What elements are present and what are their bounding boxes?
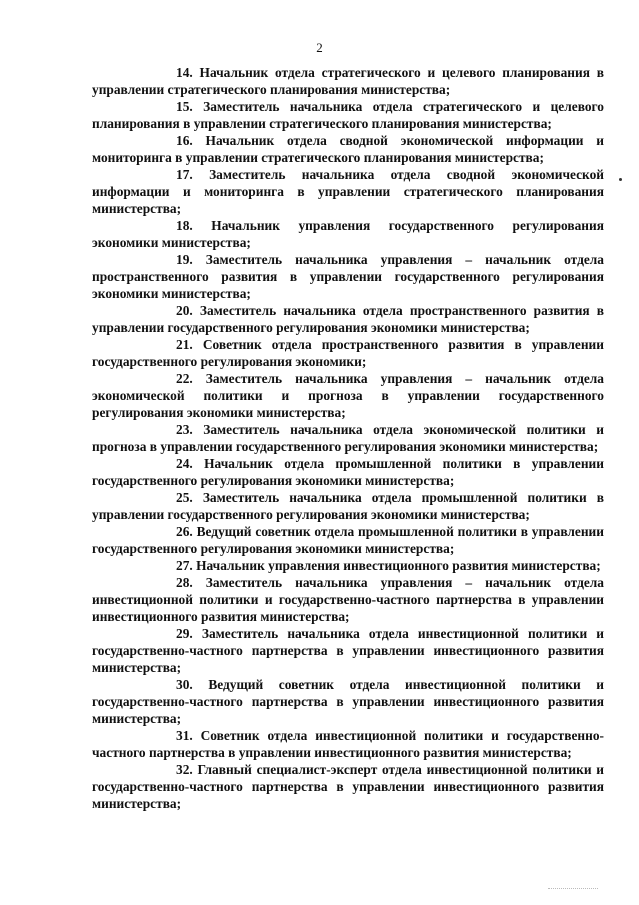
list-item bbox=[92, 302, 604, 336]
item-text: Начальник управления инвестиционного развития министерства; bbox=[196, 558, 601, 573]
item-number: 30. bbox=[176, 677, 193, 692]
list-item bbox=[92, 217, 604, 251]
item-number: 18. bbox=[176, 218, 193, 233]
list-item bbox=[92, 676, 604, 727]
item-number: 21. bbox=[176, 337, 193, 352]
list-item bbox=[92, 166, 604, 217]
list-item bbox=[92, 625, 604, 676]
document-body bbox=[92, 64, 604, 812]
page-number: 2 bbox=[316, 40, 323, 55]
item-number: 17. bbox=[176, 167, 193, 182]
item-text: Ведущий советник отдела промышленной политики в управлении государственного регулирования экономики министерства; bbox=[92, 524, 604, 556]
list-item bbox=[92, 455, 604, 489]
item-text: Ведущий советник отдела инвестиционной политики и государственно-частного партнерства в управлении инвестиционного развития министерства; bbox=[92, 677, 604, 726]
item-number: 28. bbox=[176, 575, 193, 590]
item-number: 24. bbox=[176, 456, 193, 471]
item-number: 19. bbox=[176, 252, 193, 267]
item-text: Заместитель начальника управления – начальник отдела пространственного развития в управлении государственного регулирования экономики министерства; bbox=[92, 252, 604, 301]
list-item bbox=[92, 64, 604, 98]
list-item bbox=[92, 98, 604, 132]
item-text: Заместитель начальника отдела пространственного развития в управлении государственного регулирования экономики министерства; bbox=[92, 303, 604, 335]
item-text: Заместитель начальника отдела промышленной политики в управлении государственного регулирования экономики министерства; bbox=[92, 490, 604, 522]
list-item bbox=[92, 251, 604, 302]
item-number: 31. bbox=[176, 728, 193, 743]
list-item bbox=[92, 370, 604, 421]
item-text: Заместитель начальника управления – начальник отдела инвестиционной политики и государственно-частного партнерства в управлении инвестиционного развития министерства; bbox=[92, 575, 604, 624]
item-text: Заместитель начальника отдела экономической политики и прогноза в управлении государственного регулирования экономики министерства; bbox=[92, 422, 604, 454]
item-number: 16. bbox=[176, 133, 193, 148]
list-item bbox=[92, 336, 604, 370]
item-text: Главный специалист-эксперт отдела инвестиционной политики и государственно-частного партнерства в управлении инвестиционного развития министерства; bbox=[92, 762, 604, 811]
item-text: Начальник отдела промышленной политики в управлении государственного регулирования экономики министерства; bbox=[92, 456, 604, 488]
item-text: Заместитель начальника отдела стратегического и целевого планирования в управлении стратегического планирования министерства; bbox=[92, 99, 604, 131]
item-text: Заместитель начальника управления – начальник отдела экономической политики и прогноза в управлении государственного регулирования экономики министерства; bbox=[92, 371, 604, 420]
item-number: 32. bbox=[176, 762, 193, 777]
item-number: 25. bbox=[176, 490, 193, 505]
item-number: 14. bbox=[176, 65, 193, 80]
item-number: 27. bbox=[176, 558, 193, 573]
item-text: Заместитель начальника отдела инвестиционной политики и государственно-частного партнерства в управлении инвестиционного развития министерства; bbox=[92, 626, 604, 675]
list-item bbox=[92, 489, 604, 523]
item-number: 23. bbox=[176, 422, 193, 437]
item-number: 15. bbox=[176, 99, 193, 114]
list-item bbox=[92, 574, 604, 625]
item-text: Начальник отдела сводной экономической информации и мониторинга в управлении стратегического планирования министерства; bbox=[92, 133, 604, 165]
scan-artifact bbox=[548, 888, 598, 891]
list-item bbox=[92, 557, 604, 574]
item-text: Начальник отдела стратегического и целевого планирования в управлении стратегического планирования министерства; bbox=[92, 65, 604, 97]
scan-mark bbox=[619, 178, 622, 181]
item-text: Советник отдела инвестиционной политики и государственно-частного партнерства в управлении инвестиционного развития министерства; bbox=[92, 728, 604, 760]
item-number: 22. bbox=[176, 371, 193, 386]
item-number: 26. bbox=[176, 524, 193, 539]
item-text: Начальник управления государственного регулирования экономики министерства; bbox=[92, 218, 604, 250]
item-number: 29. bbox=[176, 626, 193, 641]
list-item bbox=[92, 421, 604, 455]
item-text: Заместитель начальника отдела сводной экономической информации и мониторинга в управлении стратегического планирования министерства; bbox=[92, 167, 605, 216]
list-item bbox=[92, 132, 604, 166]
list-item bbox=[92, 727, 604, 761]
list-item bbox=[92, 523, 604, 557]
item-text: Советник отдела пространственного развития в управлении государственного регулирования экономики; bbox=[92, 337, 604, 369]
item-number: 20. bbox=[176, 303, 193, 318]
list-item bbox=[92, 761, 604, 812]
